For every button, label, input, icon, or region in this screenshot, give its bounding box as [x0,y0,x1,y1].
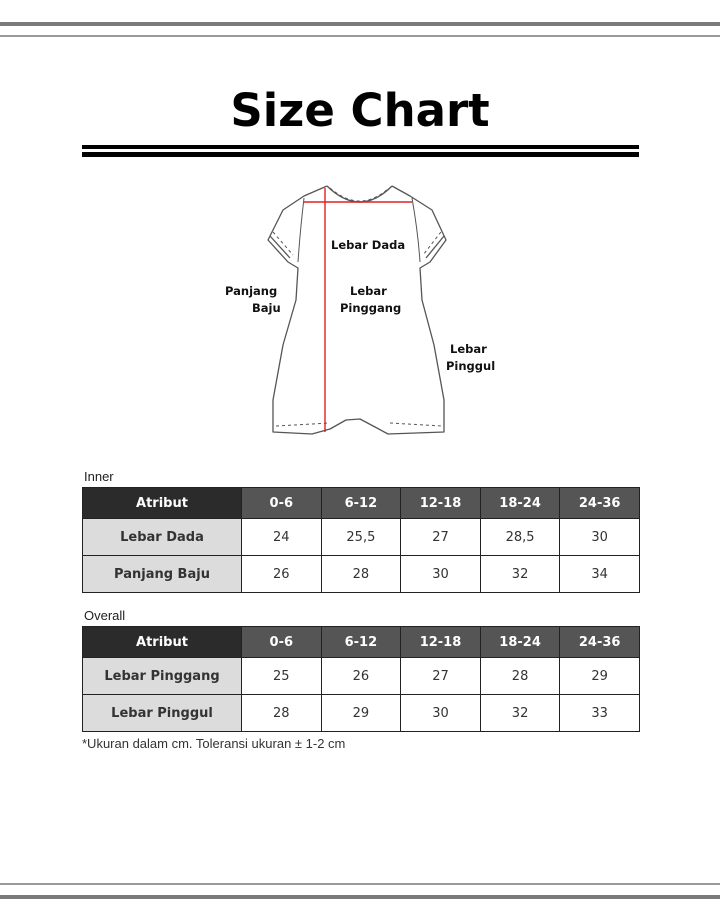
value-cell: 30 [401,695,481,732]
value-cell: 25 [242,658,322,695]
header-cell: 12-18 [401,488,481,519]
section-label-overall: Overall [84,608,126,623]
value-cell: 32 [480,695,560,732]
header-cell: 18-24 [480,627,560,658]
bottom-border-thin [0,883,720,885]
header-cell: Atribut [83,627,242,658]
row-header-cell: Panjang Baju [83,556,242,593]
row-header-cell: Lebar Pinggul [83,695,242,732]
value-cell: 30 [401,556,481,593]
page-title: Size Chart [230,84,490,137]
label-lebar-dada: Lebar Dada [331,238,406,252]
label-lebar-pinggang-line1: Lebar [350,284,387,298]
overall-size-table [82,626,640,732]
row-header-cell: Lebar Dada [83,519,242,556]
header-cell: 18-24 [480,488,560,519]
table-row [83,556,640,593]
label-panjang-baju-line1: Panjang [225,284,278,298]
label-lebar-pinggul-line2: Pinggul [446,359,496,373]
label-panjang-baju-line2: Baju [252,301,281,315]
bottom-border-thick [0,895,720,899]
value-cell: 30 [560,519,640,556]
value-cell: 24 [242,519,322,556]
inner-size-table [82,487,640,593]
header-cell: 6-12 [321,627,401,658]
value-cell: 27 [401,519,481,556]
header-cell: 6-12 [321,488,401,519]
header-cell: 24-36 [560,627,640,658]
table-header-row [83,627,640,658]
tolerance-note: *Ukuran dalam cm. Toleransi ukuran ± 1-2 cm [82,736,346,751]
value-cell: 28,5 [480,519,560,556]
romper-diagram [0,0,720,460]
header-cell: 12-18 [401,627,481,658]
value-cell: 32 [480,556,560,593]
row-header-cell: Lebar Pinggang [83,658,242,695]
value-cell: 27 [401,658,481,695]
value-cell: 28 [321,556,401,593]
value-cell: 26 [242,556,322,593]
label-lebar-pinggang-line2: Pinggang [340,301,402,315]
value-cell: 29 [321,695,401,732]
table-row [83,658,640,695]
value-cell: 26 [321,658,401,695]
label-lebar-pinggul-line1: Lebar [450,342,487,356]
value-cell: 29 [560,658,640,695]
table-row [83,519,640,556]
value-cell: 33 [560,695,640,732]
header-cell: 24-36 [560,488,640,519]
value-cell: 34 [560,556,640,593]
table-row [83,695,640,732]
value-cell: 28 [480,658,560,695]
header-cell: 0-6 [242,488,322,519]
value-cell: 25,5 [321,519,401,556]
header-cell: 0-6 [242,627,322,658]
table-header-row [83,488,640,519]
value-cell: 28 [242,695,322,732]
section-label-inner: Inner [84,469,114,484]
header-cell: Atribut [83,488,242,519]
